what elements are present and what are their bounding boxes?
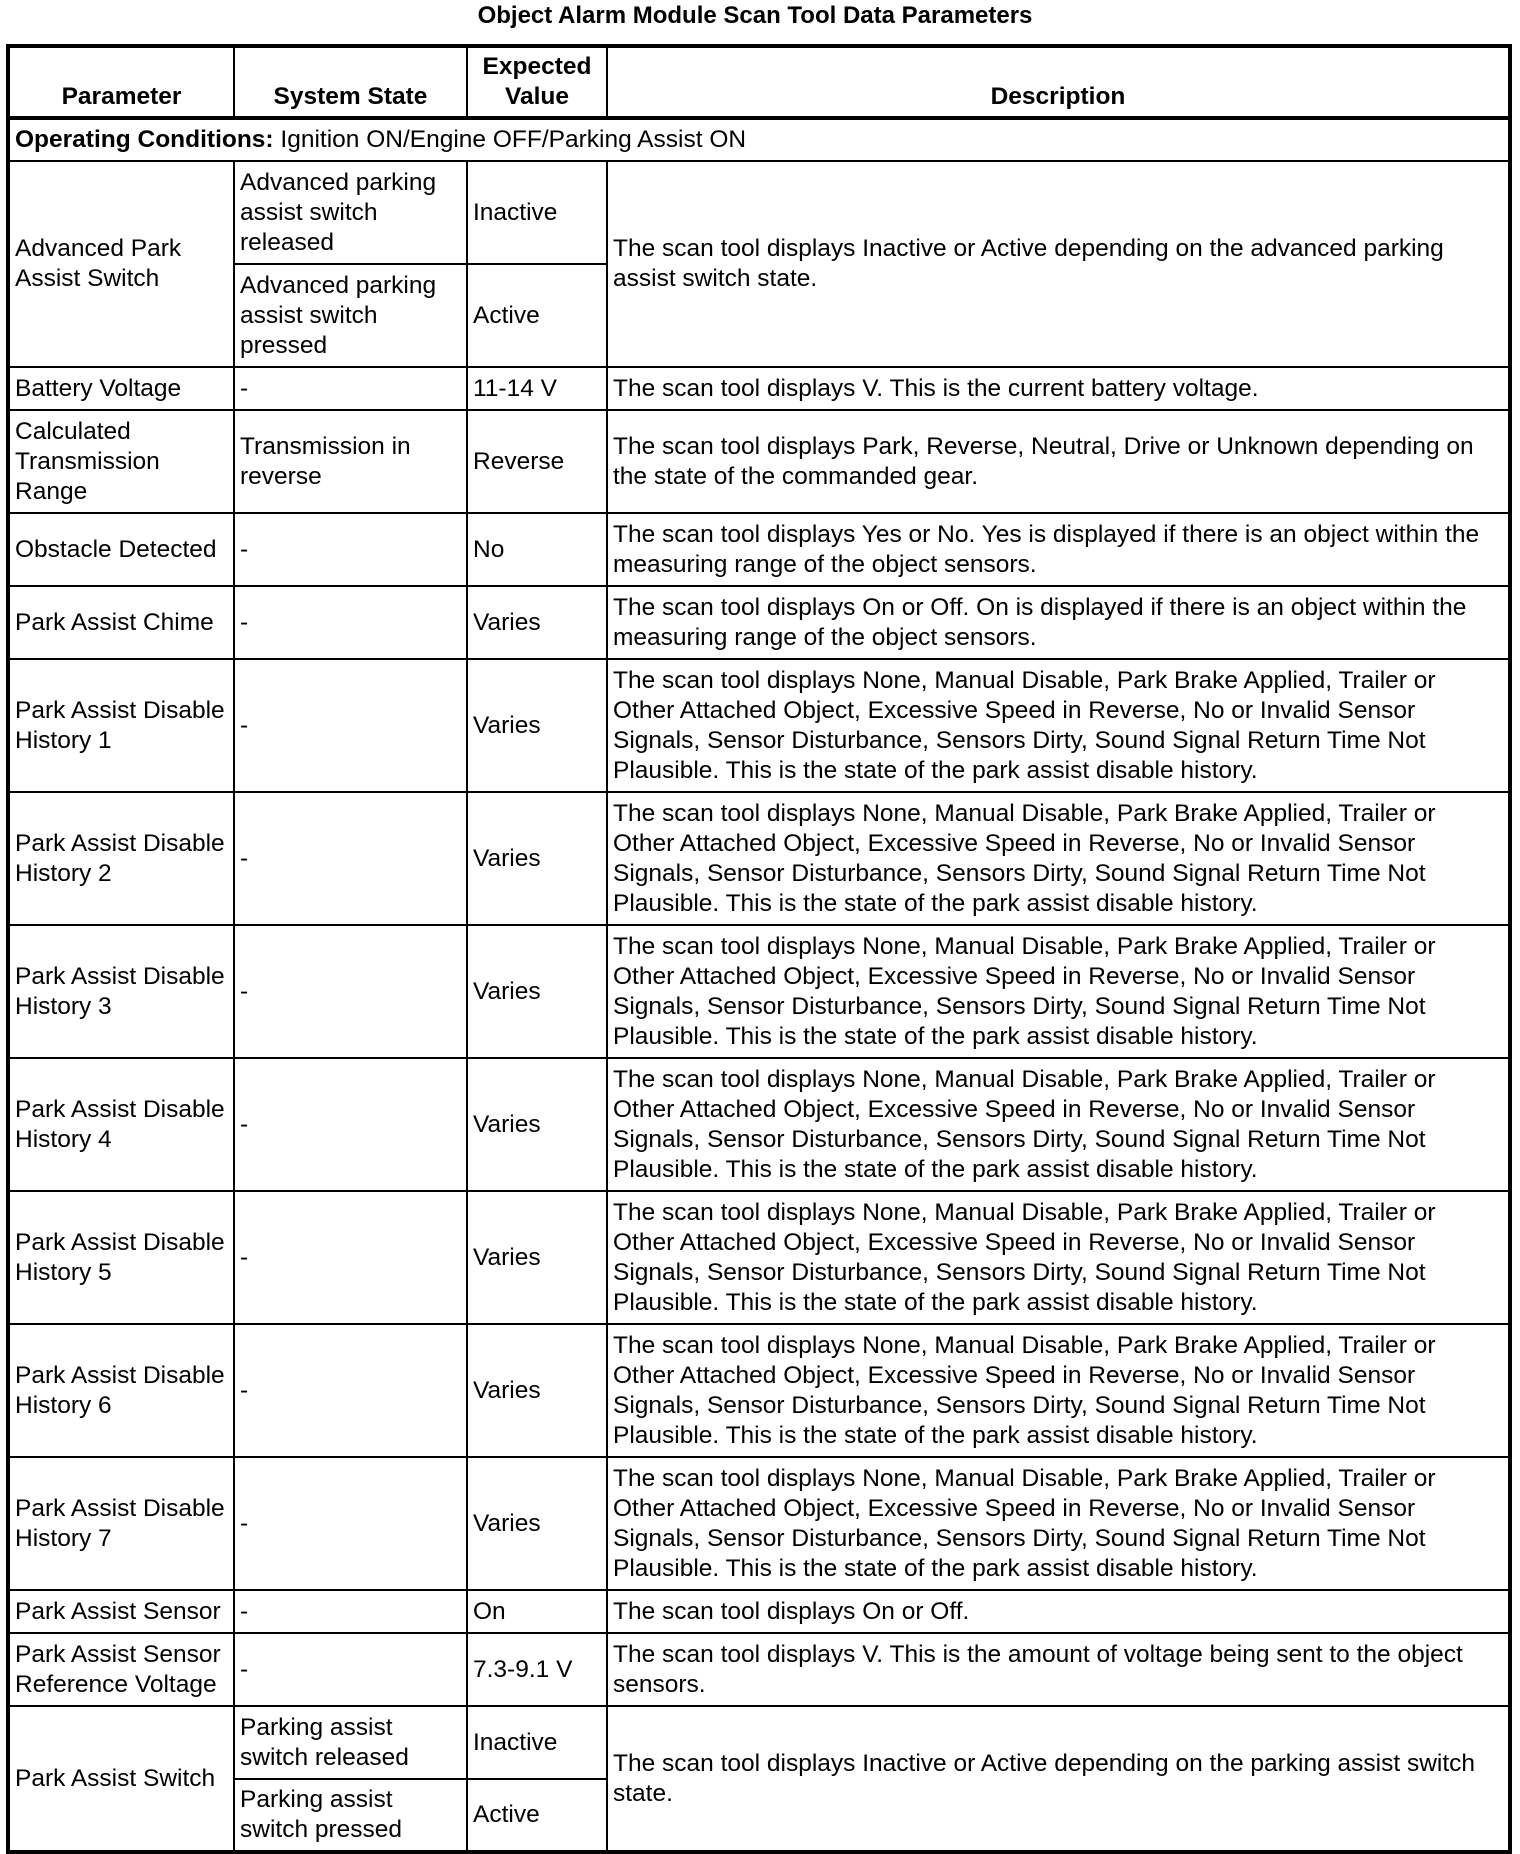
table-row <box>8 367 1510 410</box>
expected-value-cell: Varies <box>467 792 607 925</box>
scan-tool-data-table <box>6 44 1512 1854</box>
parameter-cell: Park Assist Disable History 7 <box>8 1457 234 1590</box>
parameter-cell: Park Assist Switch <box>8 1706 234 1852</box>
table-row <box>8 1457 1510 1590</box>
system-state-cell: - <box>234 1324 467 1457</box>
operating-conditions-value: Ignition ON/Engine OFF/Parking Assist ON <box>273 126 747 153</box>
expected-value-cell: Inactive <box>467 161 607 264</box>
expected-value-cell: Inactive <box>467 1706 607 1779</box>
table-row <box>8 410 1510 513</box>
expected-value-cell: Varies <box>467 1324 607 1457</box>
column-header-parameter: Parameter <box>8 46 234 118</box>
parameter-cell: Park Assist Disable History 3 <box>8 925 234 1058</box>
system-state-cell: - <box>234 1457 467 1590</box>
table-row <box>8 1706 1510 1779</box>
column-header-expected-value: Expected Value <box>467 46 607 118</box>
parameter-cell: Calculated Transmission Range <box>8 410 234 513</box>
expected-value-cell: On <box>467 1590 607 1633</box>
parameter-cell: Park Assist Disable History 5 <box>8 1191 234 1324</box>
expected-value-cell: Varies <box>467 925 607 1058</box>
system-state-cell: - <box>234 1633 467 1706</box>
system-state-cell: - <box>234 925 467 1058</box>
expected-value-cell: Varies <box>467 659 607 792</box>
description-cell: The scan tool displays Park, Reverse, Neutral, Drive or Unknown depending on the state of the commanded gear. <box>607 410 1510 513</box>
expected-value-cell: Varies <box>467 1457 607 1590</box>
expected-value-cell: Varies <box>467 586 607 659</box>
system-state-cell: - <box>234 1191 467 1324</box>
table-row <box>8 1590 1510 1633</box>
column-header-system-state: System State <box>234 46 467 118</box>
parameter-cell: Park Assist Disable History 6 <box>8 1324 234 1457</box>
expected-value-cell: No <box>467 513 607 586</box>
system-state-cell: - <box>234 367 467 410</box>
system-state-cell: - <box>234 792 467 925</box>
description-cell: The scan tool displays None, Manual Disable, Park Brake Applied, Trailer or Other Attached Object, Excessive Speed in Reverse, No or Invalid Sensor Signals, Sensor Disturbance, Sensors Dirty, Sound Signal Return Time Not Plausible. This is the state of the park assist disable history. <box>607 1058 1510 1191</box>
document-title: Object Alarm Module Scan Tool Data Parameters <box>477 2 1033 29</box>
parameter-cell: Advanced Park Assist Switch <box>8 161 234 367</box>
description-cell: The scan tool displays Inactive or Active depending on the parking assist switch state. <box>607 1706 1510 1852</box>
expected-value-cell: Reverse <box>467 410 607 513</box>
operating-conditions <box>8 118 1510 161</box>
operating-conditions-label: Operating Conditions: <box>15 126 274 153</box>
operating-conditions-row <box>8 118 1510 161</box>
description-cell: The scan tool displays Yes or No. Yes is displayed if there is an object within the measuring range of the object sensors. <box>607 513 1510 586</box>
parameter-cell: Park Assist Disable History 4 <box>8 1058 234 1191</box>
parameter-cell: Park Assist Sensor Reference Voltage <box>8 1633 234 1706</box>
expected-value-cell: Active <box>467 264 607 367</box>
system-state-cell: - <box>234 1590 467 1633</box>
table-header-row <box>8 46 1510 118</box>
expected-value-cell: Varies <box>467 1191 607 1324</box>
description-cell: The scan tool displays V. This is the current battery voltage. <box>607 367 1510 410</box>
table-row <box>8 659 1510 792</box>
expected-value-cell: Varies <box>467 1058 607 1191</box>
system-state-cell: - <box>234 513 467 586</box>
parameter-cell: Park Assist Chime <box>8 586 234 659</box>
expected-value-cell: 11-14 V <box>467 367 607 410</box>
description-cell: The scan tool displays None, Manual Disable, Park Brake Applied, Trailer or Other Attached Object, Excessive Speed in Reverse, No or Invalid Sensor Signals, Sensor Disturbance, Sensors Dirty, Sound Signal Return Time Not Plausible. This is the state of the park assist disable history. <box>607 1457 1510 1590</box>
table-row <box>8 1633 1510 1706</box>
description-cell: The scan tool displays Inactive or Active depending on the advanced parking assist switch state. <box>607 161 1510 367</box>
table-row <box>8 925 1510 1058</box>
parameter-cell: Park Assist Disable History 2 <box>8 792 234 925</box>
system-state-cell: - <box>234 586 467 659</box>
parameter-cell: Park Assist Disable History 1 <box>8 659 234 792</box>
table-row <box>8 1058 1510 1191</box>
description-cell: The scan tool displays None, Manual Disable, Park Brake Applied, Trailer or Other Attached Object, Excessive Speed in Reverse, No or Invalid Sensor Signals, Sensor Disturbance, Sensors Dirty, Sound Signal Return Time Not Plausible. This is the state of the park assist disable history. <box>607 659 1510 792</box>
system-state-cell: Advanced parking assist switch released <box>234 161 467 264</box>
table-row <box>8 1324 1510 1457</box>
description-cell: The scan tool displays V. This is the amount of voltage being sent to the object sensors. <box>607 1633 1510 1706</box>
description-cell: The scan tool displays None, Manual Disable, Park Brake Applied, Trailer or Other Attached Object, Excessive Speed in Reverse, No or Invalid Sensor Signals, Sensor Disturbance, Sensors Dirty, Sound Signal Return Time Not Plausible. This is the state of the park assist disable history. <box>607 925 1510 1058</box>
system-state-cell: - <box>234 659 467 792</box>
description-cell: The scan tool displays None, Manual Disable, Park Brake Applied, Trailer or Other Attached Object, Excessive Speed in Reverse, No or Invalid Sensor Signals, Sensor Disturbance, Sensors Dirty, Sound Signal Return Time Not Plausible. This is the state of the park assist disable history. <box>607 792 1510 925</box>
system-state-cell: Parking assist switch pressed <box>234 1779 467 1852</box>
table-row <box>8 513 1510 586</box>
table-row <box>8 586 1510 659</box>
expected-value-cell: 7.3-9.1 V <box>467 1633 607 1706</box>
table-row <box>8 792 1510 925</box>
description-cell: The scan tool displays None, Manual Disable, Park Brake Applied, Trailer or Other Attached Object, Excessive Speed in Reverse, No or Invalid Sensor Signals, Sensor Disturbance, Sensors Dirty, Sound Signal Return Time Not Plausible. This is the state of the park assist disable history. <box>607 1191 1510 1324</box>
parameter-cell: Obstacle Detected <box>8 513 234 586</box>
description-cell: The scan tool displays On or Off. <box>607 1590 1510 1633</box>
system-state-cell: - <box>234 1058 467 1191</box>
system-state-cell: Transmission in reverse <box>234 410 467 513</box>
table-row <box>8 1191 1510 1324</box>
expected-value-cell: Active <box>467 1779 607 1852</box>
system-state-cell: Parking assist switch released <box>234 1706 467 1779</box>
description-cell: The scan tool displays On or Off. On is displayed if there is an object within the measuring range of the object sensors. <box>607 586 1510 659</box>
column-header-description: Description <box>607 46 1510 118</box>
parameter-cell: Battery Voltage <box>8 367 234 410</box>
parameter-cell: Park Assist Sensor <box>8 1590 234 1633</box>
description-cell: The scan tool displays None, Manual Disable, Park Brake Applied, Trailer or Other Attached Object, Excessive Speed in Reverse, No or Invalid Sensor Signals, Sensor Disturbance, Sensors Dirty, Sound Signal Return Time Not Plausible. This is the state of the park assist disable history. <box>607 1324 1510 1457</box>
system-state-cell: Advanced parking assist switch pressed <box>234 264 467 367</box>
table-row <box>8 161 1510 264</box>
